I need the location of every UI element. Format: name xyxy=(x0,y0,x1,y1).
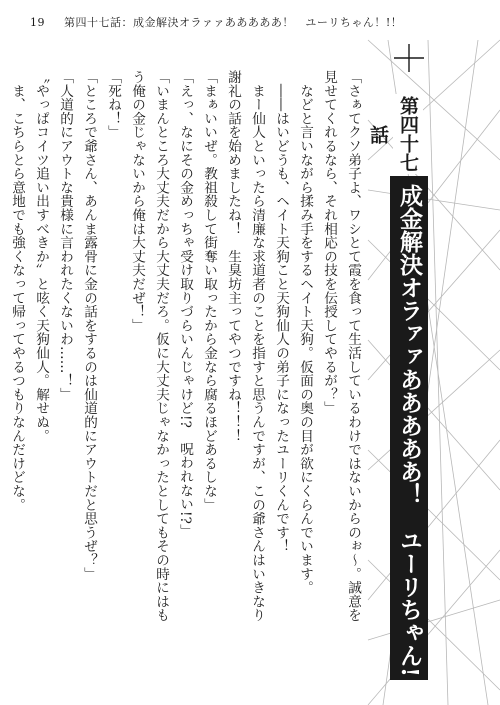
body-line: ま、こちらとら意地でも強くなって帰ってやるつもりなんだけどな。 xyxy=(9,70,25,512)
chapter-number: 第四十七話 xyxy=(393,94,423,174)
body-line: 「さぁてクソ弟子よ、ワシとて霞を食って生活しているわけではないからのぉ～。誠意を xyxy=(345,70,361,622)
body-line: う俺の金じゃないから俺は大丈夫だぜ！」 xyxy=(129,70,145,333)
body-line: 見せてくれるなら、それ相応の技を伝授してやるが？」 xyxy=(321,70,337,415)
body-text xyxy=(9,70,365,680)
chapter-title-band xyxy=(390,176,428,698)
chapter-title: 成金解決オラァァあああああ！ ユーリちゃん!!! xyxy=(396,184,423,698)
body-line: ――はいどうも、ヘイト天狗こと天狗仙人の弟子になったユーリくんです！ xyxy=(273,70,289,553)
body-line: 「まぁいいぜ。教祖殺して街奪い取ったから金なら腐るほどあるしな」 xyxy=(201,70,217,512)
body-line: などと言いながら揉み手をするヘイト天狗。仮面の奥の目が欲にくらんでいます。 xyxy=(297,70,313,595)
body-line: 「人道的にアウトな貴様に言われたくないわ……！」 xyxy=(57,70,73,402)
body-line: まー仙人といったら清廉な求道者のことを指すと思うんですが、この爺さんはいきなり xyxy=(249,70,265,622)
body-line: 〝やっぱコイツ追い出すべきか〟と呟く天狗仙人。解せぬ。 xyxy=(33,70,49,443)
body-line: 「死ね！」 xyxy=(105,70,121,139)
body-line: 「えっ、なにその金めっちゃ受け取りづらいんじゃけど!? 呪われない!?」 xyxy=(177,70,193,538)
body-line: 「いまんところ大丈夫だから大丈夫だろ。仮に大丈夫じゃなかったとしてもその時にはも xyxy=(153,70,169,622)
body-line: 謝礼の話を始めましたね！ 生臭坊主ってやつですね！！！ xyxy=(225,70,241,443)
body-line: 「ところで爺さん、あんま露骨に金の話をするのは仙道的にアウトだと思うぜ？」 xyxy=(81,70,97,581)
running-header xyxy=(30,14,402,30)
page-number: 19 xyxy=(30,16,45,29)
running-title: 第四十七話：成金解決オラァァあああああ！ ユーリちゃん！!！ xyxy=(64,16,403,29)
